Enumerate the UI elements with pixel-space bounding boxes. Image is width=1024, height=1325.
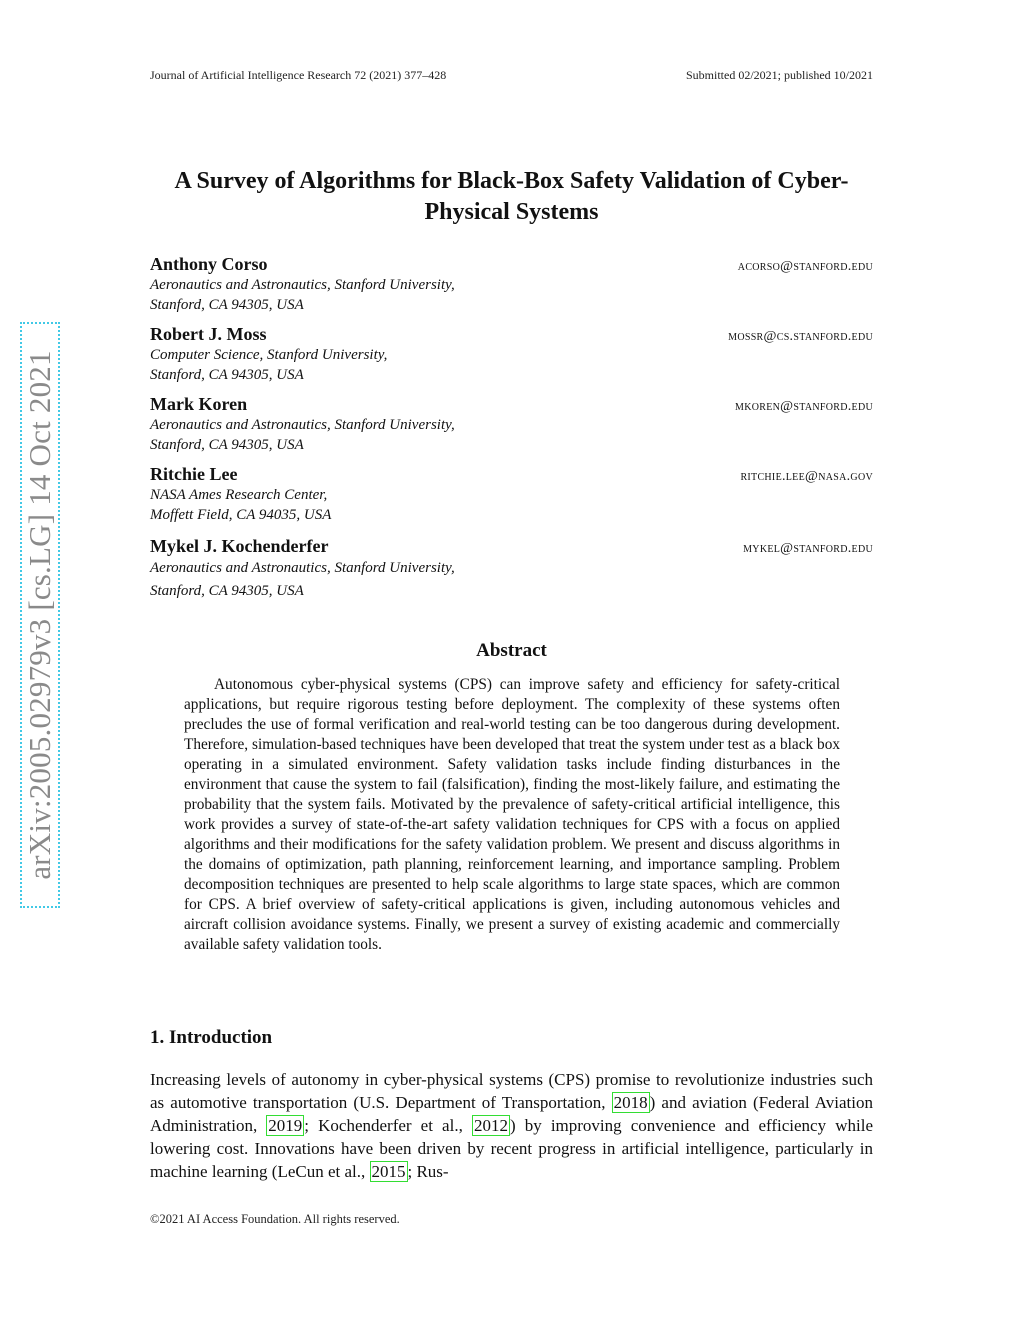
author-address: Stanford, CA 94305, USA xyxy=(150,437,304,453)
copyright-notice: ©2021 AI Access Foundation. All rights reserved. xyxy=(150,1212,400,1226)
author-email[interactable]: acorso@stanford.edu xyxy=(737,259,873,274)
author-block xyxy=(150,254,873,315)
intro-text: ) and aviation (Federal Aviation Administration, xyxy=(150,1093,873,1135)
author-email[interactable]: ritchie.lee@nasa.gov xyxy=(740,469,873,484)
submission-dates: Submitted 02/2021; published 10/2021 xyxy=(685,68,873,82)
author-affiliation: Computer Science, Stanford University, xyxy=(150,347,388,363)
author-address: Moffett Field, CA 94035, USA xyxy=(150,507,332,523)
intro-text: Increasing levels of autonomy in cyber-physical systems (CPS) promise to revolutionize industries such as automotive transportation (U.S. Department of Transportation, xyxy=(150,1070,873,1112)
author-name: Mark Koren xyxy=(150,394,248,414)
author-affiliation: NASA Ames Research Center, xyxy=(150,487,328,503)
abstract-heading: Abstract xyxy=(476,640,547,661)
citation-link[interactable]: 2019 xyxy=(268,1116,303,1135)
citation-link[interactable]: 2012 xyxy=(473,1116,508,1135)
author-email[interactable]: mossr@cs.stanford.edu xyxy=(728,329,873,344)
author-email[interactable]: mkoren@stanford.edu xyxy=(735,399,873,414)
author-name: Robert J. Moss xyxy=(150,324,267,344)
arxiv-stamp[interactable] xyxy=(20,322,60,908)
citation-link[interactable]: 2015 xyxy=(371,1162,406,1181)
author-block xyxy=(150,464,873,525)
author-address: Stanford, CA 94305, USA xyxy=(150,297,304,313)
author-affiliation: Aeronautics and Astronautics, Stanford University, xyxy=(150,560,455,576)
author-address: Stanford, CA 94305, USA xyxy=(150,583,304,599)
abstract-text: Autonomous cyber-physical systems (CPS) can improve safety and efficiency for safety-critical applications, but require rigorous testing before deployment. The complexity of these systems often precludes the use of formal verification and real-world testing can be too dangerous during development. Therefore, simulation-based techniques have been developed that treat the system under test as a black box operating in a simulated environment. Safety validation tasks include finding disturbances in the environment that cause the system to fail (falsification), finding the most-likely failure, and estimating the probability that the system fails. Motivated by the prevalence of safety-critical artificial intelligence, this work provides a survey of state-of-the-art safety validation techniques for CPS with a focus on applied algorithms and their modifications for the safety validation problem. We present and discuss algorithms in the domains of optimization, path planning, reinforcement learning, and importance sampling. Problem decomposition techniques are presented to help scale algorithms to large state spaces, which are common for CPS. A brief overview of safety-critical applications is given, including autonomous vehicles and aircraft collision avoidance systems. Finally, we present a survey of existing academic and commercially available safety validation tools. xyxy=(184,676,840,953)
author-name: Ritchie Lee xyxy=(150,464,238,484)
author-affiliation: Aeronautics and Astronautics, Stanford University, xyxy=(150,277,455,293)
author-email[interactable]: mykel@stanford.edu xyxy=(743,541,873,556)
intro-text: ; Rus- xyxy=(407,1162,449,1181)
journal-citation: Journal of Artificial Intelligence Research 72 (2021) 377–428 xyxy=(150,68,447,82)
author-address: Stanford, CA 94305, USA xyxy=(150,367,304,383)
paper-title: A Survey of Algorithms for Black-Box Safety Validation of Cyber-Physical Systems xyxy=(174,168,849,225)
author-block xyxy=(150,394,873,455)
author-block xyxy=(150,324,873,385)
citation-link[interactable]: 2018 xyxy=(613,1093,648,1112)
author-name: Mykel J. Kochenderfer xyxy=(150,536,329,556)
introduction-paragraph xyxy=(150,1068,873,1183)
author-affiliation: Aeronautics and Astronautics, Stanford University, xyxy=(150,417,455,433)
running-head xyxy=(150,68,873,83)
author-name: Anthony Corso xyxy=(150,254,268,274)
intro-text: ; Kochenderfer et al., xyxy=(304,1116,472,1135)
author-block xyxy=(150,536,873,603)
arxiv-identifier: arXiv:2005.02979v3 [cs.LG] 14 Oct 2021 xyxy=(22,350,57,880)
intro-text: ) by improving convenience and efficiency while lowering cost. Innovations have been driven by recent progress in artificial intelligence, particularly in machine learning (LeCun et al., xyxy=(150,1116,873,1181)
section-heading-introduction: 1. Introduction xyxy=(150,1027,273,1048)
